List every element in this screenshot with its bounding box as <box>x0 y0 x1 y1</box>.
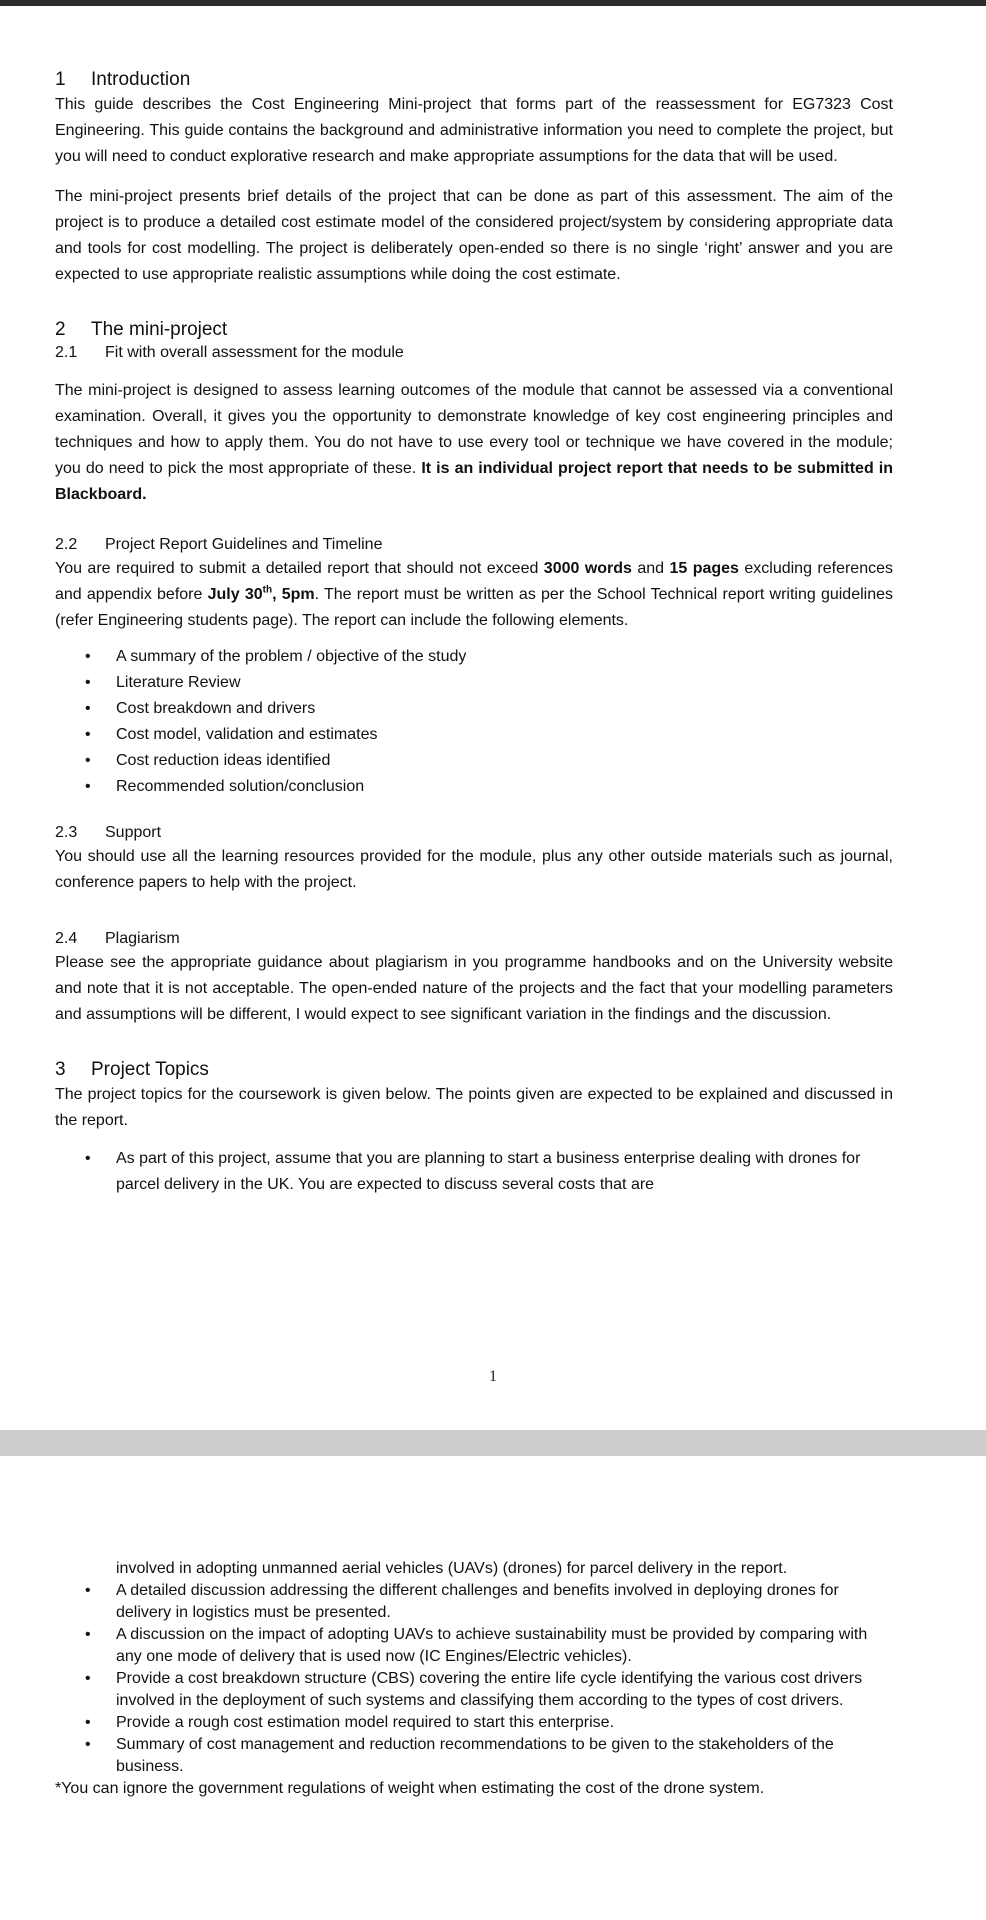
bullet-icon: • <box>85 1626 91 1643</box>
list-item-text: A summary of the problem / objective of the study <box>116 648 467 665</box>
list-item <box>55 722 893 748</box>
list-item <box>55 748 893 774</box>
list-item-text: Provide a cost breakdown structure (CBS) covering the entire life cycle identifying the various cost drivers involved in the deployment of such systems and classifying them according to the types of cost drivers. <box>116 1670 863 1709</box>
deadline-date: July 30 <box>207 586 263 603</box>
bullet-icon: • <box>85 726 91 743</box>
list-item-text: Cost breakdown and drivers <box>116 700 316 717</box>
bullet-icon: • <box>85 1150 91 1167</box>
subsection-number: 2.3 <box>55 824 78 841</box>
topics-list-continued <box>55 1558 893 1778</box>
section-number: 1 <box>55 69 66 90</box>
section-1-heading <box>55 68 893 92</box>
bullet-icon: • <box>85 1736 91 1753</box>
guidelines-text: excluding references and appendix before <box>55 560 893 603</box>
topics-list <box>55 1146 893 1198</box>
list-item-text: Cost reduction ideas identified <box>116 752 331 769</box>
list-item-text: Provide a rough cost estimation model required to start this enterprise. <box>116 1714 615 1731</box>
list-item-text: A discussion on the impact of adopting UAVs to achieve sustainability must be provided by comparing with any one mode of delivery that is used now (IC Engines/Electric vehicles). <box>116 1626 868 1665</box>
list-item-continuation <box>55 1558 893 1580</box>
fit-text: The mini-project is designed to assess learning outcomes of the module that cannot be assessed via a conventional examination. Overall, it gives you the opportunity to demonstrate knowledge of key cost engineering principles and techniques and how to apply them. You do not have to use every tool or technique we have covered in the module; you do need to pick the most appropriate of these. <box>55 382 893 477</box>
guidelines-text: . The report must be written as per the School Technical report writing guidelines (refer Engineering students page). The report can include the following elements. <box>55 586 894 629</box>
list-item-text: Recommended solution/conclusion <box>116 778 365 795</box>
page-limit: 15 pages <box>669 560 739 577</box>
list-item <box>55 1580 893 1624</box>
list-item-text: Literature Review <box>116 674 241 691</box>
subsection-2-3-heading <box>55 822 893 844</box>
fit-bold-text: It is an individual project report that needs to be submitted in Blackboard. <box>55 460 894 503</box>
section-title: Project Topics <box>91 1059 209 1080</box>
list-item-text: A detailed discussion addressing the different challenges and benefits involved in deploying drones for delivery in logistics must be presented. <box>116 1582 839 1621</box>
list-item <box>55 1624 893 1668</box>
subsection-2-2-heading <box>55 534 893 556</box>
word-limit: 3000 words <box>543 560 632 577</box>
support-paragraph: You should use all the learning resources provided for the module, plus any other outside materials such as journal, conference papers to help with the project. <box>55 848 893 891</box>
subsection-title: Fit with overall assessment for the module <box>105 344 404 361</box>
page-number: 1 <box>489 1368 497 1385</box>
deadline-ordinal: th <box>262 584 273 596</box>
list-item <box>55 1668 893 1712</box>
list-item-text: involved in adopting unmanned aerial vehicles (UAVs) (drones) for parcel delivery in the report. <box>116 1560 788 1577</box>
list-item <box>55 644 893 670</box>
bullet-icon: • <box>85 1582 91 1599</box>
list-item-text: Cost model, validation and estimates <box>116 726 378 743</box>
footnote: *You can ignore the government regulations of weight when estimating the cost of the drone system. <box>55 1780 765 1797</box>
document-page-1 <box>0 6 986 1430</box>
intro-paragraph-2: The mini-project presents brief details of the project that can be done as part of this assessment. The aim of the project is to produce a detailed cost estimate model of the considered project/system by considering appropriate data and tools for cost modelling. The project is deliberately open-ended so there is no single ‘right’ answer and you are expected to use appropriate realistic assumptions while doing the cost estimate. <box>55 188 893 283</box>
topics-intro-paragraph: The project topics for the coursework is given below. The points given are expected to be explained and discussed in the report. <box>55 1086 893 1129</box>
section-3-heading <box>55 1058 893 1082</box>
list-item <box>55 696 893 722</box>
guidelines-text: You are required to submit a detailed report that should not exceed <box>55 560 544 577</box>
subsection-2-4-heading <box>55 928 893 950</box>
guidelines-paragraph <box>55 556 893 634</box>
page-separator <box>0 1430 986 1456</box>
deadline-time: , 5pm <box>272 586 315 603</box>
document-page-2 <box>0 1456 986 1920</box>
subsection-2-1-heading <box>55 342 893 364</box>
subsection-title: Plagiarism <box>105 930 180 947</box>
list-item-text: Summary of cost management and reduction recommendations to be given to the stakeholders of the business. <box>116 1736 834 1775</box>
intro-paragraph-1: This guide describes the Cost Engineering Mini-project that forms part of the reassessment for EG7323 Cost Engineering. This guide contains the background and administrative information you need to complete the project, but you will need to conduct explorative research and make appropriate assumptions for the data that will be used. <box>55 96 893 165</box>
list-item-text: As part of this project, assume that you are planning to start a business enterprise dealing with drones for parcel delivery in the UK. You are expected to discuss several costs that are <box>116 1150 861 1193</box>
bullet-icon: • <box>85 700 91 717</box>
subsection-number: 2.1 <box>55 344 78 361</box>
bullet-icon: • <box>85 1670 91 1687</box>
section-title: Introduction <box>91 69 191 90</box>
plagiarism-paragraph: Please see the appropriate guidance about plagiarism in you programme handbooks and on the University website and note that it is not acceptable. The open-ended nature of the projects and the fact that your modelling parameters and assumptions will be different, I would expect to see significant variation in the findings and the discussion. <box>55 954 893 1023</box>
section-number: 3 <box>55 1059 66 1080</box>
subsection-title: Project Report Guidelines and Timeline <box>105 536 383 553</box>
list-item <box>55 670 893 696</box>
bullet-icon: • <box>85 674 91 691</box>
subsection-number: 2.4 <box>55 930 78 947</box>
bullet-icon: • <box>85 648 91 665</box>
subsection-number: 2.2 <box>55 536 78 553</box>
subsection-title: Support <box>105 824 162 841</box>
page-1-content <box>55 68 893 1198</box>
bullet-icon: • <box>85 752 91 769</box>
section-title: The mini-project <box>91 319 228 340</box>
section-2-heading <box>55 318 893 342</box>
list-item <box>55 1712 893 1734</box>
section-number: 2 <box>55 319 66 340</box>
list-item <box>55 1734 893 1778</box>
report-elements-list <box>55 644 893 800</box>
page-2-content <box>55 1558 893 1800</box>
bullet-icon: • <box>85 778 91 795</box>
bullet-icon: • <box>85 1714 91 1731</box>
list-item <box>55 774 893 800</box>
guidelines-text: and <box>631 560 670 577</box>
fit-paragraph <box>55 378 893 508</box>
deadline <box>208 586 315 603</box>
list-item <box>55 1146 893 1198</box>
